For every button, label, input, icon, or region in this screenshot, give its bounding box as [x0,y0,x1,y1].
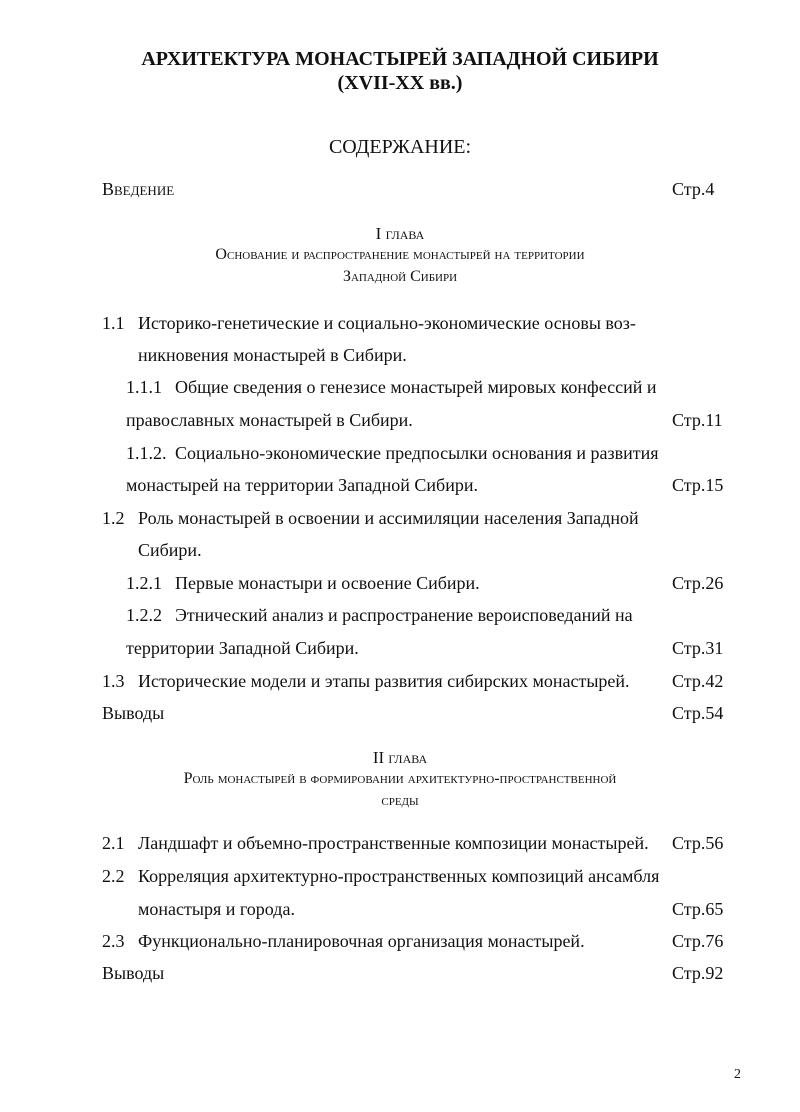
intro-label: Введение [102,179,175,199]
section-1-2-1-number: 1.2.1 [126,573,162,593]
chapter2-conclusions-page: Стр.92 [672,963,724,983]
section-1-1-2-text-line1: Социально-экономические предпосылки основания и развития [175,443,659,463]
section-1-2-number: 1.2 [102,508,125,528]
section-1-1-1-text-line1: Общие сведения о генезисе монастырей мировых конфессий и [175,377,657,397]
section-1-2-2-number: 1.2.2 [126,605,162,625]
chapter1-conclusions-label: Выводы [102,703,165,723]
chapter1-conclusions-page: Стр.54 [672,703,724,723]
section-2-3-text-line1: Функционально-планировочная организация монастырей. [138,931,585,951]
section-1-3-text-line1: Исторические модели и этапы развития сибирских монастырей. [138,671,630,691]
section-2-2-text-line1: Корреляция архитектурно-пространственных композиций ансамбля [138,866,660,886]
section-2-2-page: Стр.65 [672,899,724,919]
section-1-1-2-text-line2: монастырей на территории Западной Сибири. [126,475,478,495]
section-2-3-page: Стр.76 [672,931,724,951]
section-1-1-text-line2: никновения монастырей в Сибири. [138,345,407,365]
section-1-2-2-text-line2: территории Западной Сибири. [126,638,359,658]
section-2-1-text-line1: Ландшафт и объемно-пространственные композиции монастырей. [138,833,649,853]
chapter1-number: I глава [375,224,425,243]
section-2-2-text-line2: монастыря и города. [138,899,295,919]
section-1-2-2-page: Стр.31 [672,638,724,658]
chapter2-conclusions-label: Выводы [102,963,165,983]
section-1-1-2-number: 1.1.2. [126,443,167,463]
section-1-2-1-page: Стр.26 [672,573,724,593]
section-1-3-number: 1.3 [102,671,125,691]
section-1-1-1-number: 1.1.1 [126,377,162,397]
section-1-2-text-line2: Сибири. [138,540,202,560]
chapter1-title-line2: Западной Сибири [342,268,458,285]
section-1-1-text-line1: Историко-генетические и социально-экономические основы воз- [138,313,636,333]
section-1-1-number: 1.1 [102,313,125,333]
section-1-1-1-text-line2: православных монастырей в Сибири. [126,410,413,430]
chapter1-title-line1: Основание и распространение монастырей на территории [215,246,585,263]
section-1-2-text-line1: Роль монастырей в освоении и ассимиляции населения Западной [138,508,639,528]
document-title-line2: (XVII-XX вв.) [337,72,463,94]
intro-page: Стр.4 [672,179,715,199]
chapter2-title-line1: Роль монастырей в формировании архитектурно-пространственной [183,770,617,787]
section-1-1-2-page: Стр.15 [672,475,724,495]
section-1-3-page: Стр.42 [672,671,724,691]
section-2-2-number: 2.2 [102,866,125,886]
section-2-3-number: 2.3 [102,931,125,951]
page-number: 2 [734,1067,741,1082]
toc-heading: СОДЕРЖАНИЕ: [328,136,472,158]
section-1-2-1-text-line1: Первые монастыри и освоение Сибири. [175,573,480,593]
chapter2-number: II глава [372,748,428,767]
section-2-1-number: 2.1 [102,833,125,853]
document-title-line1: АРХИТЕКТУРА МОНАСТЫРЕЙ ЗАПАДНОЙ СИБИРИ [141,48,659,70]
section-1-2-2-text-line1: Этнический анализ и распространение вероисповеданий на [175,605,633,625]
chapter2-title-line2: среды [381,792,419,809]
section-1-1-1-page: Стр.11 [672,410,723,430]
section-2-1-page: Стр.56 [672,833,724,853]
